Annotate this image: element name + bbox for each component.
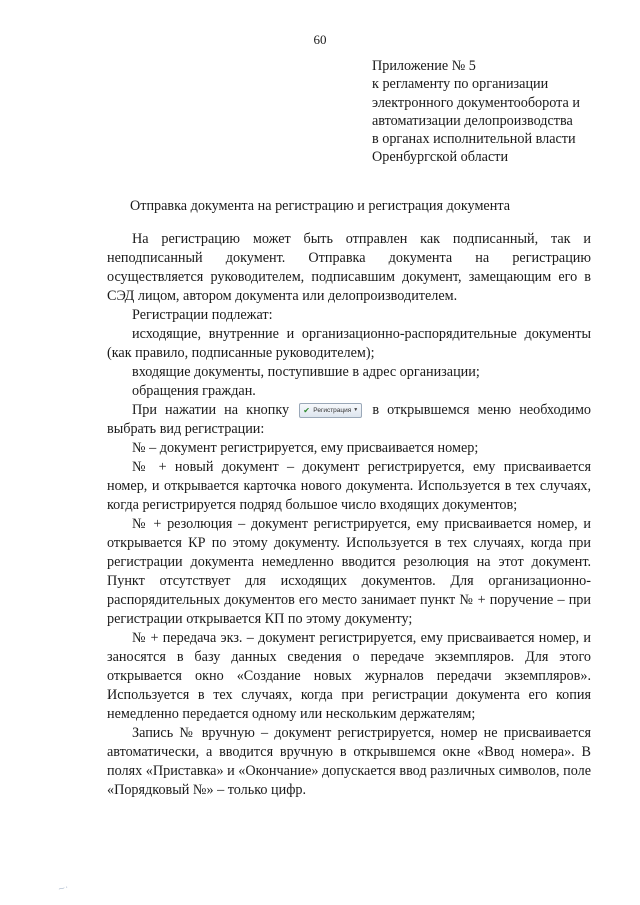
paragraph: На регистрацию может быть отправлен как подписанный, так и неподписанный документ. Отправка документа на регистрацию осуществляется руководителем, подписавшим документ, замещающим его в СЭД лицом, автором документа или делопроизводителем.	[107, 231, 591, 304]
appendix-line: электронного документооборота и	[372, 94, 580, 111]
paragraph: Запись № вручную – документ регистрируется, номер не присваивается автоматически, а вводится вручную в открывшемся окне «Ввод номера». В полях «Приставка» и «Окончание» допускается ввод различных символов, поле «Порядковый №» – только цифр.	[107, 725, 591, 798]
appendix-line: в органах исполнительной власти	[372, 131, 576, 148]
registration-button-image	[299, 403, 362, 418]
dropdown-arrow-icon: ▼	[353, 407, 359, 414]
appendix-line: Приложение № 5	[372, 58, 476, 74]
scan-artifact-mark: ~·	[57, 883, 70, 895]
registration-button-label: Регистрация	[313, 407, 352, 415]
appendix-header	[372, 57, 622, 167]
appendix-line: автоматизации делопроизводства	[372, 112, 573, 129]
button-paragraph-before: При нажатии на кнопку	[132, 402, 290, 418]
appendix-line: к регламенту по организации	[372, 76, 549, 93]
paragraph: исходящие, внутренние и организационно-распорядительные документы (как правило, подписанные руководителем);	[107, 326, 591, 361]
paragraph: Регистрации подлежат:	[132, 307, 273, 323]
button-paragraph-after: в открывшемся меню необходимо выбрать вид регистрации:	[107, 402, 592, 437]
paragraph: входящие документы, поступившие в адрес организации;	[132, 364, 480, 380]
document-body	[107, 230, 591, 800]
paragraph: № + резолюция – документ регистрируется, ему присваивается номер, и открывается КР по этому документу. Используется в тех случаях, когда при регистрации документа немедленно вводится резолюция на этот документ. Пункт отсутствует для исходящих документов. Для организационно-распорядительных документов его место занимает пункт № + поручение – при регистрации открывается КП по этому документу;	[107, 516, 591, 627]
paragraph: № – документ регистрируется, ему присваивается номер;	[132, 440, 479, 456]
button-paragraph	[107, 401, 591, 439]
paragraph: обращения граждан.	[132, 383, 256, 399]
document-title: Отправка документа на регистрацию и регистрация документа	[130, 198, 510, 214]
page-number: 60	[313, 32, 327, 47]
paragraph: № + новый документ – документ регистрируется, ему присваивается номер, и открывается карточка нового документа. Используется в тех случаях, когда регистрируется подряд большое число входящих документов;	[107, 459, 591, 513]
paragraph: № + передача экз. – документ регистрируется, ему присваивается номер, и заносятся в базу данных сведения о передаче экземпляров. Для этого открывается окно «Создание новых журналов передачи экземпляров». Используется в тех случаях, когда при регистрации документа его копия немедленно передается одному или нескольким держателям;	[107, 630, 591, 722]
appendix-line: Оренбургской области	[372, 149, 509, 166]
checkmark-icon: ✔	[303, 405, 310, 415]
